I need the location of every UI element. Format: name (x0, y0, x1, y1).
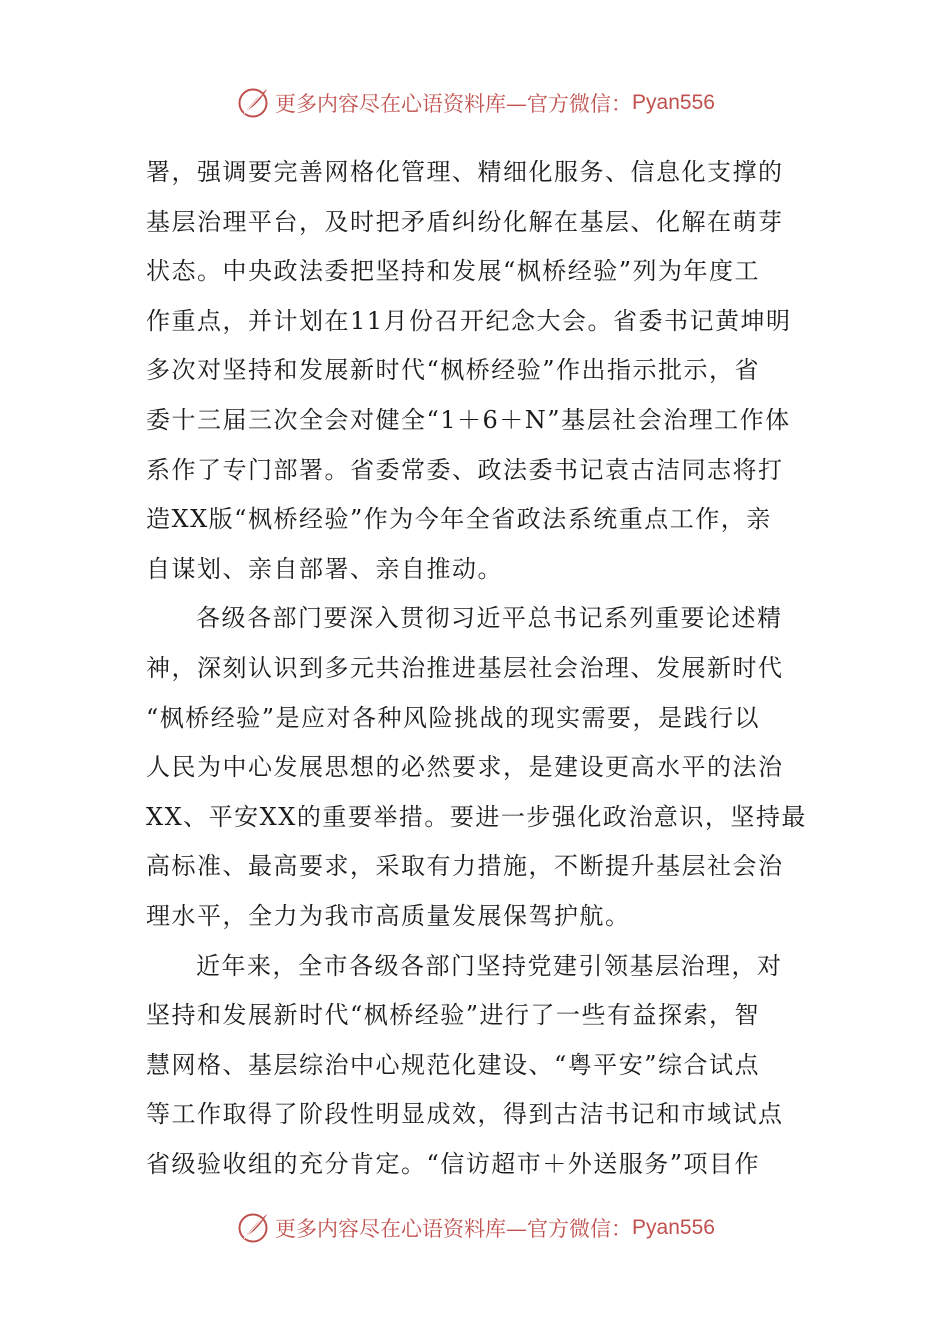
text-line: “枫桥经验”是应对各种风险挑战的现实需要，是践行以 (146, 703, 761, 732)
paragraph-2 (146, 594, 807, 941)
watermark-wechat-handle: Pyan556 (632, 91, 715, 114)
text-line: 理水平，全力为我市高质量发展保驾护航。 (146, 901, 631, 930)
text-line: 作重点，并计划在11月份召开纪念大会。省委书记黄坤明 (146, 306, 792, 335)
text-line: 慧网格、基层综治中心规范化建设、“粤平安”综合试点 (146, 1050, 761, 1079)
feather-pen-circle-icon (235, 85, 271, 121)
watermark-wechat-handle: Pyan556 (632, 1216, 715, 1239)
text-line: 多次对坚持和发展新时代“枫桥经验”作出指示批示，省 (146, 356, 761, 385)
document-body (146, 148, 807, 1189)
text-line: 署，强调要完善网格化管理、精细化服务、信息化支撑的 (146, 158, 784, 186)
watermark-brand-text: 更多内容尽在心语资料库—官方微信： (275, 1217, 633, 1241)
paragraph-3 (146, 942, 796, 1190)
watermark-brand-text: 更多内容尽在心语资料库—官方微信： (275, 92, 633, 116)
text-line: 近年来，全市各级各部门坚持党建引领基层治理，对 (196, 951, 783, 980)
text-line: 各级各部门要深入贯彻习近平总书记系列重要论述精 (196, 604, 783, 633)
text-line: 系作了专门部署。省委常委、政法委书记袁古洁同志将打 (146, 455, 784, 484)
text-line: 神，深刻认识到多元共治推进基层社会治理、发展新时代 (146, 653, 784, 682)
paragraph-1 (146, 148, 796, 594)
feather-pen-circle-icon (235, 1210, 271, 1246)
text-line: 人民为中心发展思想的必然要求，是建设更高水平的法治 (146, 753, 784, 782)
header-watermark (0, 78, 950, 128)
text-line: 状态。中央政法委把坚持和发展“枫桥经验”列为年度工 (146, 257, 761, 286)
text-line: 高标准、最高要求，采取有力措施，不断提升基层社会治 (146, 852, 784, 881)
text-line: XX、平安XX的重要举措。要进一步强化政治意识，坚持最 (146, 802, 807, 831)
text-line: 等工作取得了阶段性明显成效，得到古洁书记和市域试点 (146, 1100, 784, 1129)
text-line: 基层治理平台，及时把矛盾纠纷化解在基层、化解在萌芽 (146, 207, 784, 236)
footer-watermark (0, 1203, 950, 1253)
text-line: 省级验收组的充分肯定。“信访超市＋外送服务”项目作 (146, 1149, 761, 1178)
text-line: 自谋划、亲自部署、亲自推动。 (146, 554, 503, 583)
text-line: 委十三届三次全会对健全“1＋6＋N”基层社会治理工作体 (146, 405, 791, 434)
text-line: 造XX版“枫桥经验”作为今年全省政法系统重点工作，亲 (146, 505, 772, 534)
text-line: 坚持和发展新时代“枫桥经验”进行了一些有益探索，智 (146, 1001, 761, 1030)
